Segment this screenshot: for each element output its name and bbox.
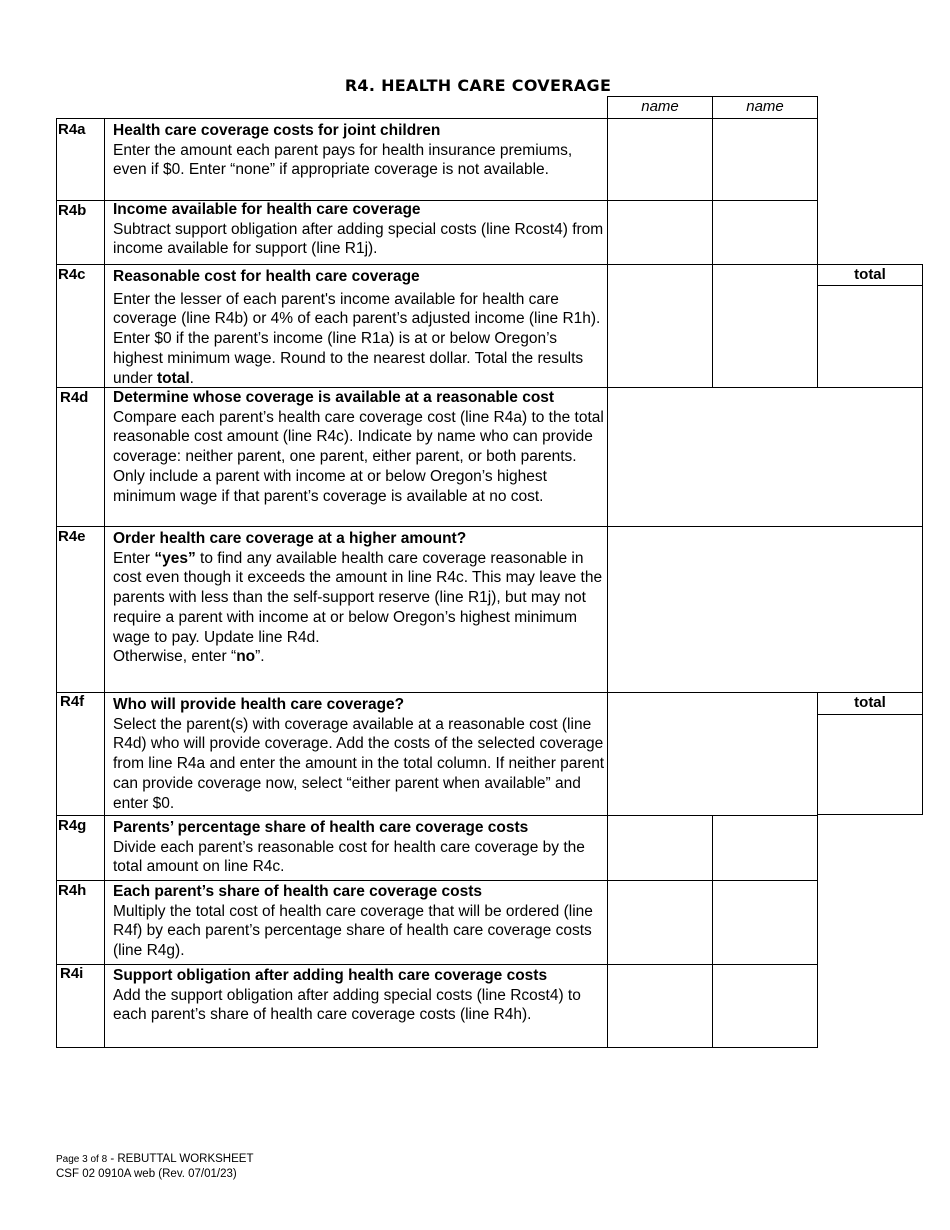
row-r4e-label-cell (56, 526, 105, 693)
r4h-parent1-input[interactable] (607, 880, 713, 965)
row-r4e-body2-end: ”. (255, 648, 265, 666)
row-r4i-id: R4i (60, 965, 84, 982)
page-footer (56, 1152, 253, 1182)
r4a-parent1-input[interactable] (607, 118, 713, 201)
row-r4d-heading: Determine whose coverage is available at a reasonable cost (113, 389, 555, 406)
r4c-parent1-input[interactable] (607, 264, 713, 388)
row-r4i-body: Add the support obligation after adding special costs (line Rcost4) to each parent’s share of health care coverage costs (line R4h). (113, 986, 581, 1024)
row-r4h-heading: Each parent’s share of health care coverage costs (113, 883, 483, 900)
r4d-answer-input[interactable] (607, 387, 923, 527)
r4i-parent1-input[interactable] (607, 964, 713, 1048)
row-r4f-description (113, 695, 605, 813)
row-r4e-heading: Order health care coverage at a higher amount? (113, 530, 467, 547)
r4g-parent2-input[interactable] (712, 815, 818, 881)
header-parent2-name: name (746, 98, 784, 115)
row-r4g-body: Divide each parent’s reasonable cost for health care coverage by the total amount on line R4c. (113, 838, 585, 876)
row-r4c-description (113, 267, 605, 388)
row-r4c-body (113, 290, 605, 389)
row-r4c-id: R4c (58, 266, 86, 283)
r4a-parent2-input[interactable] (712, 118, 818, 201)
row-r4e-body2-start: Otherwise, enter “ (113, 648, 237, 666)
row-r4d-description (113, 388, 605, 506)
row-r4i-heading: Support obligation after adding health care coverage costs (113, 967, 548, 984)
header-parent1-name: name (641, 98, 679, 115)
row-r4c-heading: Reasonable cost for health care coverage (113, 268, 420, 285)
row-r4h-body: Multiply the total cost of health care coverage that will be ordered (line R4f) by each parent’s percentage share of health care coverage costs (line R4g). (113, 902, 593, 960)
page-title: R4. HEALTH CARE COVERAGE (344, 76, 612, 95)
row-r4a-description (113, 121, 605, 180)
row-r4e-description (113, 529, 605, 667)
r4b-parent1-input[interactable] (607, 200, 713, 265)
footer-form-id: CSF 02 0910A web (Rev. 07/01/23) (56, 1168, 237, 1180)
row-r4b-description (113, 200, 605, 259)
row-r4f-id: R4f (60, 693, 85, 710)
r4b-parent2-input[interactable] (712, 200, 818, 265)
row-r4b-body: Subtract support obligation after adding special costs (line Rcost4) from income available for support (line R1j). (113, 220, 604, 258)
row-r4b-heading: Income available for health care coverage (113, 201, 421, 218)
row-r4h-id: R4h (58, 882, 87, 899)
row-r4i-description (113, 966, 605, 1025)
row-r4e-body-start: Enter (113, 549, 155, 567)
row-r4e-body (113, 549, 605, 648)
r4e-answer-input[interactable] (607, 526, 923, 693)
row-r4e-body-text: to find any available health care coverage reasonable in cost even though it exceeds the amount in line R4c. This may leave the parents with less than the self-support reserve (line R1j), but may not require a parent with income at or below Oregon’s highest minimum wage to pay. Update line R4d. (113, 549, 603, 646)
r4h-parent2-input[interactable] (712, 880, 818, 965)
row-r4e-body-yes: “yes” (154, 549, 196, 567)
row-r4h-description (113, 882, 605, 961)
row-r4c-body-text: Enter the lesser of each parent's income available for health care coverage (line R4b) or 4% of each parent’s adjusted income (line R1h). Enter $0 if the parent’s income (line R1a) is at or below Oregon’s highest minimum wage. Round to the nearest dollar. Total the results under (113, 290, 601, 387)
row-r4e-body2-no: no (236, 648, 256, 666)
r4i-parent2-input[interactable] (712, 964, 818, 1048)
row-r4a-heading: Health care coverage costs for joint children (113, 122, 441, 139)
r4c-parent2-input[interactable] (712, 264, 818, 388)
row-r4c-body-end: . (189, 369, 194, 387)
r4c-total-label: total (854, 266, 886, 283)
row-r4e-id: R4e (58, 528, 86, 545)
row-r4b-id: R4b (58, 202, 87, 219)
footer-worksheet-name: - REBUTTAL WORKSHEET (107, 1153, 254, 1165)
row-r4f-heading: Who will provide health care coverage? (113, 696, 405, 713)
r4f-answer-input[interactable] (607, 692, 818, 816)
row-r4g-description (113, 818, 605, 877)
footer-page-line (56, 1152, 253, 1167)
row-r4d-label-cell (56, 387, 105, 527)
row-r4e-body2 (113, 647, 605, 667)
row-r4d-body: Compare each parent’s health care coverage cost (line R4a) to the total reasonable cost amount (line R4c). Indicate by name who can provide coverage: neither parent, one parent, either parent, or both parents. Only include a parent with income at or below Oregon’s highest minimum wage if that parent’s coverage is available at no cost. (113, 408, 604, 505)
row-r4g-heading: Parents’ percentage share of health care coverage costs (113, 819, 529, 836)
row-r4a-id: R4a (58, 121, 86, 138)
r4c-total-input[interactable] (817, 285, 923, 388)
row-r4c-body-bold: total (156, 369, 190, 387)
r4g-parent1-input[interactable] (607, 815, 713, 881)
row-r4a-body: Enter the amount each parent pays for health insurance premiums, even if $0. Enter “none” if appropriate coverage is not available. (113, 141, 573, 179)
row-r4g-id: R4g (58, 817, 87, 834)
r4f-total-label: total (854, 694, 886, 711)
row-r4d-id: R4d (60, 389, 89, 406)
footer-page-number: Page 3 of 8 (56, 1154, 108, 1165)
r4f-total-input[interactable] (817, 714, 923, 815)
row-r4f-body: Select the parent(s) with coverage available at a reasonable cost (line R4d) who will provide coverage. Add the costs of the selected coverage from line R4a and enter the amount in the total column. If neither parent can provide coverage now, select “either parent when available” and enter $0. (113, 715, 605, 812)
